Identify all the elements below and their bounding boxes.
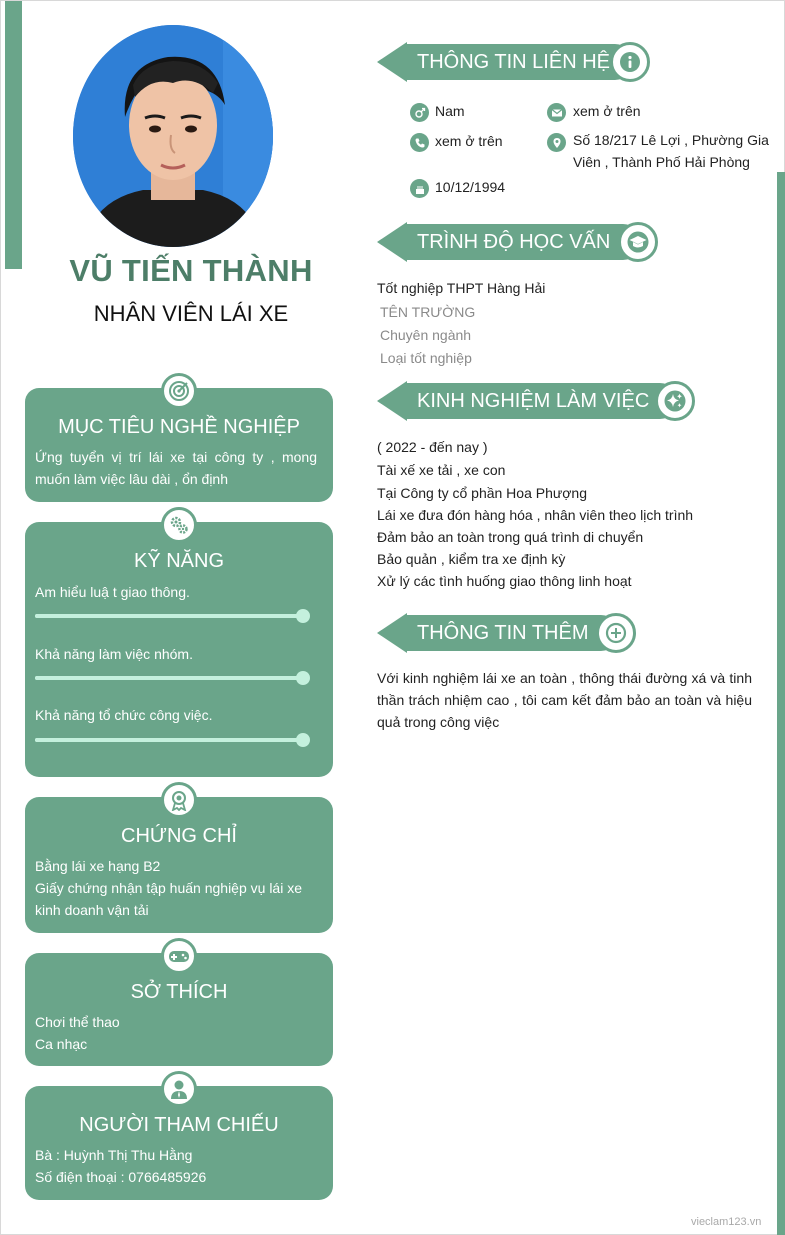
experience-line: Tài xế xe tải , xe con bbox=[377, 462, 506, 478]
contact-header bbox=[377, 42, 650, 82]
reference-title: NGƯỜI THAM CHIẾU bbox=[79, 1114, 279, 1136]
certificate-line: Giấy chứng nhận tập huấn nghiệp vụ lái xe kinh doanh vận tải bbox=[35, 880, 303, 918]
left-accent-bar bbox=[5, 1, 22, 269]
skill-bar-knob bbox=[296, 671, 310, 685]
skill-label: Am hiểu luậ t giao thông. bbox=[35, 584, 190, 600]
hobby-item: Chơi thể thao bbox=[35, 1014, 120, 1030]
reference-line: Bà : Huỳnh Thị Thu Hằng bbox=[35, 1147, 193, 1163]
award-icon bbox=[161, 782, 197, 818]
hobby-item: Ca nhạc bbox=[35, 1036, 88, 1052]
skill-bar-fill bbox=[35, 614, 303, 618]
profile-photo bbox=[73, 25, 273, 247]
person-icon bbox=[161, 1071, 197, 1107]
phone-icon bbox=[410, 133, 429, 152]
skill-bar-knob bbox=[296, 609, 310, 623]
objective-card bbox=[25, 388, 333, 502]
target-icon bbox=[161, 373, 197, 409]
reference-line: Số điện thoại : 0766485926 bbox=[35, 1169, 207, 1185]
skill-bar-knob bbox=[296, 733, 310, 747]
experience-line: Tại Công ty cổ phần Hoa Phượng bbox=[377, 485, 588, 501]
skills-card bbox=[25, 522, 333, 777]
skills-title: KỸ NĂNG bbox=[133, 550, 225, 572]
plus-circle-icon bbox=[596, 613, 636, 653]
additional-text: Với kinh nghiệm lái xe an toàn , thông thái đường xá và tinh thần trách nhiệm cao , tôi cam kết đảm bảo an toàn và hiệu quả trong công việc bbox=[377, 670, 752, 730]
experience-line: Bảo quản , kiểm tra xe định kỳ bbox=[377, 551, 566, 567]
contact-phone: xem ở trên bbox=[435, 133, 503, 149]
experience-line: Đảm bảo an toàn trong quá trình di chuyển bbox=[377, 529, 644, 545]
experience-title: KINH NGHIỆM LÀM VIỆC bbox=[417, 390, 650, 412]
birthday-cake-icon bbox=[410, 179, 429, 198]
sparkle-icon bbox=[655, 381, 695, 421]
skill-bar-fill bbox=[35, 676, 303, 680]
hobbies-card bbox=[25, 953, 333, 1066]
gears-icon bbox=[161, 507, 197, 543]
experience-header bbox=[377, 381, 695, 421]
skill-label: Khả năng tổ chức công việc. bbox=[35, 707, 213, 723]
email-icon bbox=[547, 103, 566, 122]
education-grade: Loại tốt nghiệp bbox=[380, 350, 472, 366]
graduation-cap-icon bbox=[618, 222, 658, 262]
experience-line: Xử lý các tình huống giao thông linh hoạt bbox=[377, 573, 632, 589]
gamepad-icon bbox=[161, 938, 197, 974]
certificates-title: CHỨNG CHỈ bbox=[121, 825, 237, 847]
education-title: TRÌNH ĐỘ HỌC VẤN bbox=[417, 231, 611, 253]
info-icon bbox=[610, 42, 650, 82]
contact-gender: Nam bbox=[435, 103, 465, 119]
education-header bbox=[377, 222, 658, 262]
experience-line: Lái xe đưa đón hàng hóa , nhân viên theo lịch trình bbox=[377, 507, 694, 523]
candidate-position: NHÂN VIÊN LÁI XE bbox=[93, 301, 289, 326]
contact-title: THÔNG TIN LIÊN HỆ bbox=[417, 51, 610, 73]
education-degree: Tốt nghiệp THPT Hàng Hải bbox=[377, 280, 546, 296]
skill-bar-fill bbox=[35, 738, 303, 742]
skill-bar bbox=[35, 614, 303, 618]
contact-email: xem ở trên bbox=[573, 103, 641, 119]
hobbies-title: SỞ THÍCH bbox=[130, 981, 228, 1003]
additional-title: THÔNG TIN THÊM bbox=[417, 622, 589, 644]
certificate-line: Bằng lái xe hạng B2 bbox=[35, 858, 161, 874]
additional-header bbox=[377, 613, 636, 653]
location-icon bbox=[547, 133, 566, 152]
watermark: vieclam123.vn bbox=[691, 1216, 762, 1228]
certificates-card bbox=[25, 797, 333, 933]
experience-line: ( 2022 - đến nay ) bbox=[377, 439, 488, 455]
candidate-name: VŨ TIẾN THÀNH bbox=[69, 253, 313, 288]
objective-title: MỤC TIÊU NGHỀ NGHIỆP bbox=[58, 416, 300, 438]
skill-label: Khả năng làm việc nhóm. bbox=[35, 646, 193, 662]
contact-birthday: 10/12/1994 bbox=[435, 179, 506, 195]
contact-address: Số 18/217 Lê Lợi , Phường Gia Viên , Thành Phố Hải Phòng bbox=[573, 132, 769, 170]
education-school: TÊN TRƯỜNG bbox=[380, 304, 476, 320]
gender-icon bbox=[410, 103, 429, 122]
right-accent-bar bbox=[777, 172, 785, 1235]
reference-card bbox=[25, 1086, 333, 1200]
objective-text: Ứng tuyển vị trí lái xe tại công ty , mong muốn làm việc lâu dài , ổn định bbox=[35, 449, 317, 487]
education-major: Chuyên ngành bbox=[380, 327, 472, 343]
skill-bar bbox=[35, 738, 303, 742]
skill-bar bbox=[35, 676, 303, 680]
